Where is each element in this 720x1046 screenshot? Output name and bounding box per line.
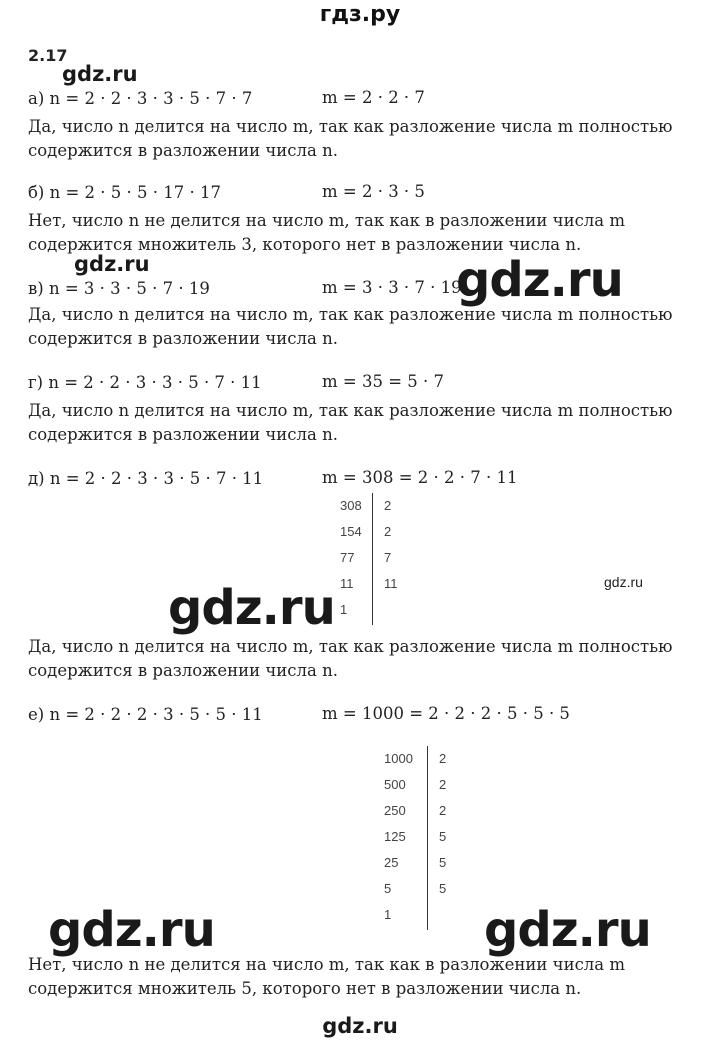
factor-cell: 5 (439, 829, 447, 844)
part-v-text-2: содержится в разложении числа n. (28, 329, 338, 348)
part-e-m: m = 1000 = 2 · 2 · 2 · 5 · 5 · 5 (322, 704, 570, 723)
factorization-table-308 (340, 493, 398, 623)
part-b-m: m = 2 · 3 · 5 (322, 182, 425, 201)
factor-cell: 5 (439, 855, 447, 870)
part-g-n: г) n = 2 · 2 · 3 · 3 · 5 · 7 · 11 (28, 373, 262, 392)
table-row (384, 876, 446, 902)
dividend-cell: 1 (384, 907, 392, 922)
part-b-text-2: содержится множитель 3, которого нет в разложении числа n. (28, 235, 582, 254)
dividend-cell: 1 (340, 602, 348, 617)
table-row (384, 746, 446, 772)
part-d-text-2: содержится в разложении числа n. (28, 661, 338, 680)
part-g-text-2: содержится в разложении числа n. (28, 425, 338, 444)
table-row (384, 824, 446, 850)
dividend-cell: 1000 (384, 751, 413, 766)
dividend-cell: 250 (384, 803, 406, 818)
part-g-m: m = 35 = 5 · 7 (322, 372, 445, 391)
watermark: gdz.ru (62, 62, 138, 86)
table-divider (372, 493, 373, 625)
table-row (340, 597, 398, 623)
watermark: gdz.ru (484, 902, 651, 958)
part-v-m: m = 3 · 3 · 7 · 19 (322, 278, 462, 297)
factor-cell: 2 (384, 498, 392, 513)
watermark: gdz.ru (168, 580, 335, 636)
watermark: gdz.ru (456, 252, 623, 308)
factor-cell: 2 (439, 751, 447, 766)
part-a-n: а) n = 2 · 2 · 3 · 3 · 5 · 7 · 7 (28, 89, 253, 108)
dividend-cell: 11 (340, 576, 354, 591)
part-b-n: б) n = 2 · 5 · 5 · 17 · 17 (28, 183, 221, 202)
dividend-cell: 5 (384, 881, 392, 896)
dividend-cell: 308 (340, 498, 362, 513)
part-e-n: е) n = 2 · 2 · 2 · 3 · 5 · 5 · 11 (28, 705, 263, 724)
part-a-text-1: Да, число n делится на число m, так как разложение числа m полностью (28, 117, 673, 136)
part-v-n: в) n = 3 · 3 · 5 · 7 · 19 (28, 279, 210, 298)
part-d-m: m = 308 = 2 · 2 · 7 · 11 (322, 468, 518, 487)
watermark: gdz.ru (48, 902, 215, 958)
table-row (340, 519, 398, 545)
watermark: gdz.ru (74, 252, 150, 276)
factor-cell: 2 (439, 803, 447, 818)
table-row (384, 798, 446, 824)
table-row (340, 545, 398, 571)
dividend-cell: 154 (340, 524, 362, 539)
table-row (384, 902, 446, 928)
factorization-table-1000 (384, 746, 446, 928)
table-row (340, 571, 398, 597)
site-header: гдз.ру (319, 2, 401, 27)
part-g-text-1: Да, число n делится на число m, так как разложение числа m полностью (28, 401, 673, 420)
dividend-cell: 125 (384, 829, 406, 844)
part-e-text-1: Нет, число n не делится на число m, так как в разложении числа m (28, 955, 626, 974)
footer-watermark: gdz.ru (322, 1014, 398, 1038)
factor-cell: 2 (384, 524, 392, 539)
part-d-text-1: Да, число n делится на число m, так как разложение числа m полностью (28, 637, 673, 656)
part-e-text-2: содержится множитель 5, которого нет в разложении числа n. (28, 979, 582, 998)
part-a-text-2: содержится в разложении числа n. (28, 141, 338, 160)
dividend-cell: 500 (384, 777, 406, 792)
dividend-cell: 77 (340, 550, 355, 565)
table-row (384, 772, 446, 798)
part-a-m: m = 2 · 2 · 7 (322, 88, 425, 107)
watermark: gdz.ru (604, 574, 643, 590)
part-v-text-1: Да, число n делится на число m, так как разложение числа m полностью (28, 305, 673, 324)
part-b-text-1: Нет, число n не делится на число m, так как в разложении числа m (28, 211, 626, 230)
factor-cell: 11 (384, 576, 398, 591)
factor-cell: 7 (384, 550, 392, 565)
exercise-number: 2.17 (28, 46, 68, 65)
factor-cell (372, 597, 384, 623)
factor-cell: 5 (439, 881, 447, 896)
part-d-n: д) n = 2 · 2 · 3 · 3 · 5 · 7 · 11 (28, 469, 264, 488)
dividend-cell: 25 (384, 855, 399, 870)
factor-cell (427, 902, 439, 928)
table-row (384, 850, 446, 876)
table-divider (427, 746, 428, 930)
table-row (340, 493, 398, 519)
factor-cell: 2 (439, 777, 447, 792)
